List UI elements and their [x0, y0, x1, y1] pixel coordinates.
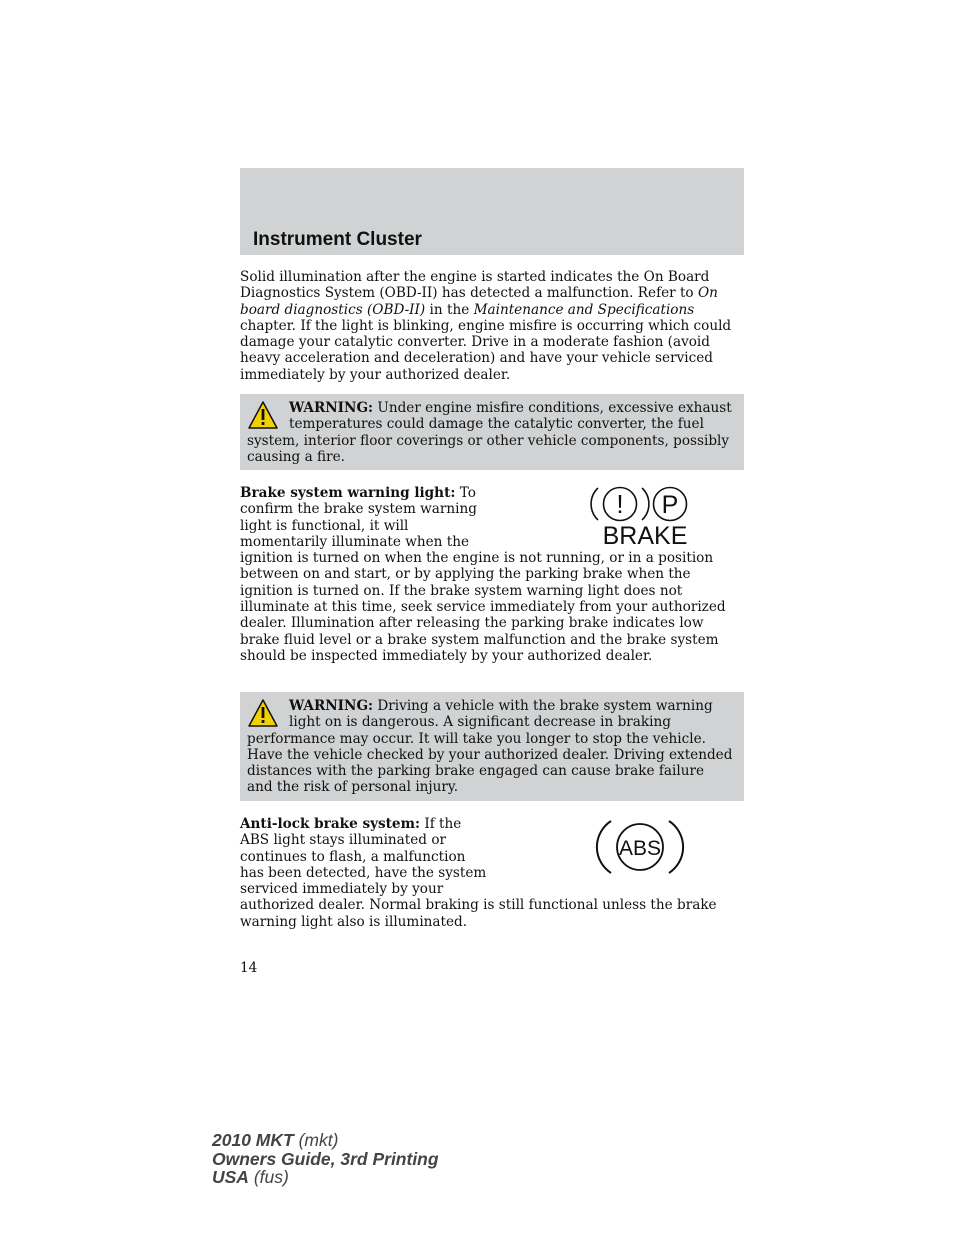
section-title: Instrument Cluster [253, 229, 422, 250]
brake-paragraph [240, 485, 740, 664]
warning-text-misfire [247, 400, 733, 465]
warning-triangle-icon [247, 400, 279, 430]
abs-body: If the ABS light stays illuminated or continues to flash, a malfunction has been detected, have the system serviced immediately by your authorized dealer. Normal braking is still functional unless the brake warning light also is illuminated. [240, 816, 717, 930]
warning-triangle-icon [247, 698, 279, 728]
brake-body: To confirm the brake system warning light is functional, it will momentarily illuminate when the ignition is turned on when the engine is not running, or in a position between on and start, or by applying the parking brake when the ignition is turned on. If the brake system warning light does not illuminate at this time, seek service immediately from your authorized dealer. Illumination after releasing the parking brake indicates low brake fluid level or a brake system malfunction and the brake system should be inspected immediately by your authorized dealer. [240, 485, 726, 664]
warning-body: Driving a vehicle with the brake system warning light on is dangerous. A significant decrease in braking performance may occur. It will take you longer to stop the vehicle. Have the vehicle checked by your authorized dealer. Driving extended distances with the parking brake engaged can cause brake failure and the risk of personal injury. [247, 698, 733, 796]
abs-warning-icon [500, 816, 740, 882]
footer-market-code: (fus) [248, 1167, 289, 1187]
brake-warning-icon [500, 484, 740, 550]
footer-line-2: Owners Guide, 3rd Printing [212, 1148, 439, 1169]
brake-icon-p: P [661, 491, 679, 519]
intro-paragraph [240, 269, 740, 383]
abs-paragraph [240, 816, 740, 930]
warning-label: WARNING: [289, 698, 374, 714]
warning-box-brake [240, 692, 744, 801]
page-number: 14 [240, 960, 258, 976]
warning-body: Under engine misfire conditions, excessive exhaust temperatures could damage the catalytic converter, the fuel system, interior floor coverings or other vehicle components, possibly causing a fire. [247, 400, 732, 465]
section-header [240, 168, 744, 255]
brake-icon-word: BRAKE [602, 522, 688, 550]
footer-model: 2010 MKT [212, 1130, 294, 1150]
warning-text-brake [247, 698, 733, 796]
brake-icon-exclaim: ! [616, 489, 624, 519]
warning-box-misfire [240, 394, 744, 470]
abs-icon-word: ABS [618, 837, 662, 860]
footer-line-3 [212, 1168, 439, 1187]
obd-reference: On board diagnostics (OBD-II) [240, 285, 718, 318]
maintenance-reference: Maintenance and Specifications [473, 301, 695, 318]
intro-text-3: chapter. If the light is blinking, engine misfire is occurring which could damage your catalytic converter. Drive in a moderate fashion (avoid heavy acceleration and deceleration) and have your vehicle serviced immediately by your authorized dealer. [240, 317, 732, 383]
footer-model-code: (mkt) [293, 1130, 339, 1150]
intro-text-1: Solid illumination after the engine is started indicates the On Board Diagnostics System (OBD-II) has detected a malfunction. Refer to [240, 269, 710, 302]
brake-label: Brake system warning light: [240, 485, 456, 501]
footer-market: USA [212, 1167, 249, 1187]
document-footer [212, 1131, 439, 1187]
footer-line-1 [212, 1131, 439, 1150]
warning-label: WARNING: [289, 400, 374, 416]
intro-text-2: in the [425, 301, 474, 318]
abs-label: Anti-lock brake system: [240, 816, 420, 832]
